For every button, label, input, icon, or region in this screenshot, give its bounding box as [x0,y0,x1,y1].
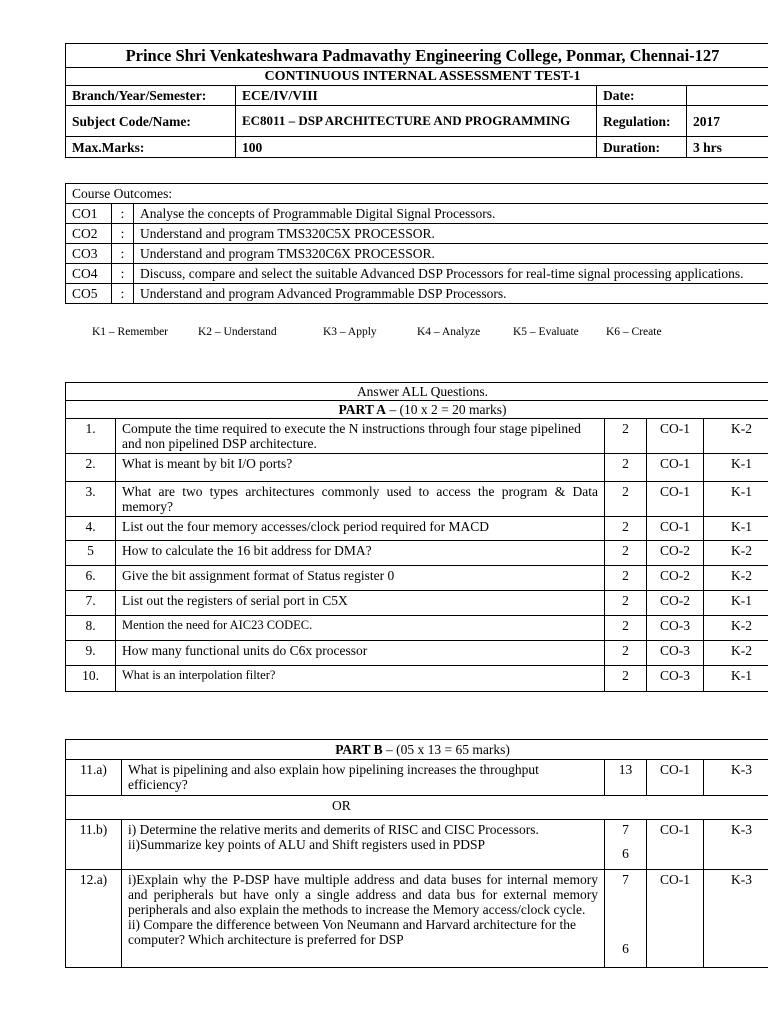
question-text: What are two types architectures commonly used to access the program & Data memory? [116,482,605,517]
question-text: What is pipelining and also explain how pipelining increases the throughput efficiency? [122,760,605,796]
question-text: Compute the time required to execute the N instructions through four stage pipelined and non pipelined DSP architecture. [116,419,605,454]
part-a-table [65,382,768,692]
part-b-title-rest: – (05 x 13 = 65 marks) [382,742,510,757]
question-number: 11.a) [66,760,122,796]
question-co: CO-1 [647,482,704,517]
co-separator: : [112,284,134,304]
marks-part-i: 7 [622,822,629,837]
part-b-title-bold: PART B [335,742,383,757]
question-text: How to calculate the 16 bit address for DMA? [116,541,605,566]
co-text: Discuss, compare and select the suitable Advanced DSP Processors for real-time signal processing applications. [134,264,768,284]
part-a-title [66,401,768,419]
question-number: 2. [66,454,116,482]
max-marks-value: 100 [236,137,597,158]
co-text: Analyse the concepts of Programmable Digital Signal Processors. [134,204,768,224]
subject-label: Subject Code/Name: [66,106,236,137]
part-a-title-rest: – (10 x 2 = 20 marks) [385,402,507,417]
question-co: CO-1 [647,454,704,482]
question-marks: 2 [605,482,647,517]
duration-value: 3 hrs [687,137,768,158]
question-row [66,517,768,541]
question-marks [605,870,647,968]
question-row [66,641,768,666]
question-row [66,870,768,968]
marks-part-ii: 6 [622,941,629,956]
question-text [122,820,605,870]
question-row [66,482,768,517]
co-text: Understand and program TMS320C5X PROCESSOR. [134,224,768,244]
co-separator: : [112,244,134,264]
question-text [122,870,605,968]
question-text: List out the four memory accesses/clock period required for MACD [116,517,605,541]
co-separator: : [112,204,134,224]
branch-value: ECE/IV/VIII [236,86,597,106]
question-co: CO-2 [647,541,704,566]
or-separator: OR [66,796,768,820]
question-k-level: K-1 [704,482,768,517]
k-level: K3 – Apply [323,326,377,338]
marks-part-ii: 6 [622,846,629,861]
question-number: 11.b) [66,820,122,870]
question-marks: 2 [605,566,647,591]
question-k-level: K-1 [704,517,768,541]
question-number: 6. [66,566,116,591]
k-level: K4 – Analyze [417,326,481,338]
question-marks: 2 [605,666,647,692]
question-number: 3. [66,482,116,517]
question-marks: 2 [605,454,647,482]
date-value [687,86,768,106]
question-text: What is meant by bit I/O ports? [116,454,605,482]
max-marks-label: Max.Marks: [66,137,236,158]
question-marks: 2 [605,641,647,666]
question-k-level: K-3 [704,870,768,968]
question-number: 1. [66,419,116,454]
course-outcomes-title: Course Outcomes: [66,184,768,204]
co-code: CO5 [66,284,112,304]
answer-all-instruction: Answer ALL Questions. [66,383,768,401]
co-separator: : [112,264,134,284]
question-row [66,566,768,591]
question-co: CO-1 [647,419,704,454]
branch-label: Branch/Year/Semester: [66,86,236,106]
course-outcome-row [66,224,768,244]
question-text: How many functional units do C6x processor [116,641,605,666]
header-table [65,43,768,158]
date-label: Date: [597,86,687,106]
k-level-legend [92,326,662,338]
question-part-i: i) Determine the relative merits and demerits of RISC and CISC Processors. [128,822,539,837]
k-level: K5 – Evaluate [513,326,579,338]
question-marks [605,820,647,870]
question-k-level: K-1 [704,666,768,692]
question-number: 5 [66,541,116,566]
college-name: Prince Shri Venkateshwara Padmavathy Engineering College, Ponmar, Chennai-127 [66,44,768,68]
question-part-ii: ii) Compare the difference between Von Neumann and Harvard architecture for the computer? Which architecture is preferred for DSP [128,917,576,947]
test-title: CONTINUOUS INTERNAL ASSESSMENT TEST-1 [66,68,768,86]
question-marks: 2 [605,541,647,566]
question-number: 9. [66,641,116,666]
co-text: Understand and program TMS320C6X PROCESSOR. [134,244,768,264]
question-k-level: K-1 [704,454,768,482]
question-k-level: K-2 [704,566,768,591]
course-outcomes-table [65,183,768,304]
k-level: K6 – Create [606,326,662,338]
question-part-i: i)Explain why the P-DSP have multiple address and data buses for internal memory and peripherals but have only a single address and data bus for external memory peripherals and also explain the methods to increase the Memory access/clock cycle. [128,872,598,917]
regulation-value: 2017 [687,106,768,137]
question-marks: 2 [605,616,647,641]
course-outcome-row [66,264,768,284]
question-number: 7. [66,591,116,616]
course-outcome-row [66,244,768,264]
marks-part-i: 7 [622,872,629,887]
part-b-title [66,740,768,760]
question-part-ii: ii)Summarize key points of ALU and Shift registers used in PDSP [128,837,485,852]
question-k-level: K-2 [704,541,768,566]
question-marks: 13 [605,760,647,796]
question-text: Give the bit assignment format of Status register 0 [116,566,605,591]
question-marks: 2 [605,591,647,616]
regulation-label: Regulation: [597,106,687,137]
k-level: K2 – Understand [198,326,277,338]
question-marks: 2 [605,419,647,454]
question-row [66,541,768,566]
question-co: CO-2 [647,566,704,591]
part-a-title-bold: PART A [338,402,386,417]
question-co: CO-2 [647,591,704,616]
question-row [66,419,768,454]
question-k-level: K-2 [704,419,768,454]
question-number: 10. [66,666,116,692]
question-k-level: K-3 [704,820,768,870]
co-code: CO4 [66,264,112,284]
question-row [66,820,768,870]
question-row [66,760,768,796]
question-co: CO-1 [647,820,704,870]
co-code: CO2 [66,224,112,244]
co-code: CO1 [66,204,112,224]
question-text: What is an interpolation filter? [116,666,605,692]
question-row [66,454,768,482]
k-level: K1 – Remember [92,326,169,338]
question-number: 12.a) [66,870,122,968]
course-outcome-row [66,284,768,304]
question-co: CO-3 [647,616,704,641]
question-co: CO-3 [647,666,704,692]
question-row [66,591,768,616]
duration-label: Duration: [597,137,687,158]
co-separator: : [112,224,134,244]
co-code: CO3 [66,244,112,264]
question-text: Mention the need for AIC23 CODEC. [116,616,605,641]
co-text: Understand and program Advanced Programmable DSP Processors. [134,284,768,304]
question-k-level: K-1 [704,591,768,616]
question-marks: 2 [605,517,647,541]
question-k-level: K-2 [704,641,768,666]
question-k-level: K-3 [704,760,768,796]
question-co: CO-1 [647,760,704,796]
question-co: CO-1 [647,870,704,968]
question-number: 4. [66,517,116,541]
course-outcome-row [66,204,768,224]
question-k-level: K-2 [704,616,768,641]
question-row [66,616,768,641]
part-b-table [65,739,768,968]
question-row [66,666,768,692]
question-number: 8. [66,616,116,641]
question-co: CO-1 [647,517,704,541]
question-text: List out the registers of serial port in C5X [116,591,605,616]
question-co: CO-3 [647,641,704,666]
subject-value: EC8011 – DSP ARCHITECTURE AND PROGRAMMING [236,106,597,137]
